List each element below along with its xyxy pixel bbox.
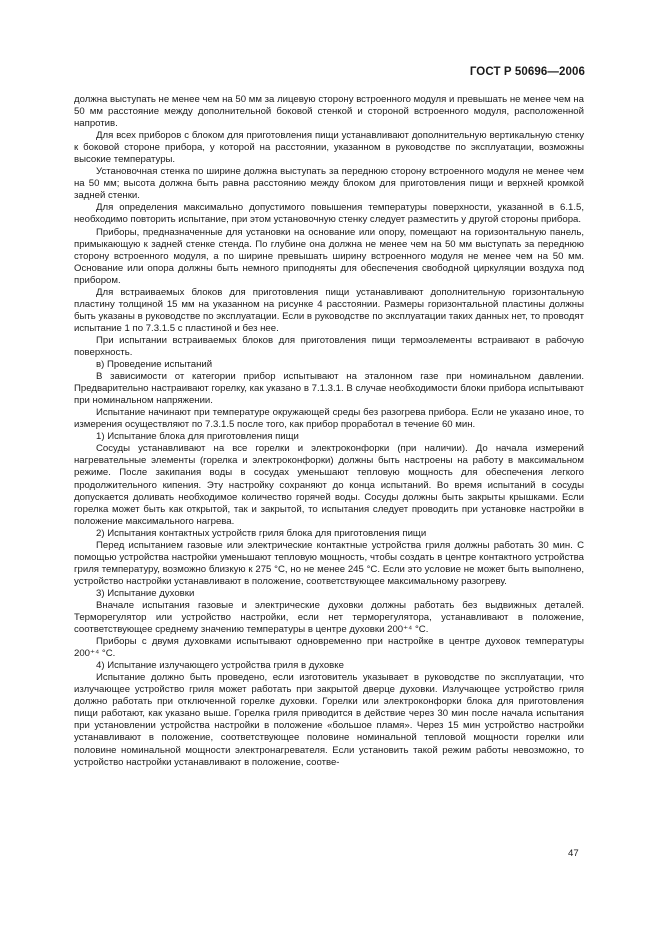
subsection-heading: 2) Испытания контактных устройств гриля блока для приготовления пищи [96, 527, 427, 539]
paragraph: Приборы, предназначенные для установки на основание или опору, помещают на горизонтальную панель, примыкающую к задней стенке стенда. По глубине она должна не менее чем на 50 мм выступать за переднюю сторону встроенного модуля, а по ширине превышать ширину встроенного модуля не менее чем на 50 мм. Основание или опора должны быть немного приподняты для обеспечения свободной циркуляции воздуха под прибором. [74, 226, 584, 286]
section-heading: в) Проведение испытаний [96, 359, 213, 371]
subsection-heading: 4) Испытание излучающего устройства гриля в духовке [96, 660, 344, 672]
paragraph: Вначале испытания газовые и электрические духовки должны работать без выдвижных деталей. Терморегулятор или устройство настройки, если нет терморегулятора, устанавливают в положение, соответствующее среднему значению температуры в центре духовки 200⁺⁴ °С. [74, 599, 584, 636]
body-text [74, 94, 584, 769]
paragraph: Сосуды устанавливают на все горелки и электроконфорки (при наличии). До начала измерений нагревательные элементы (горелка и электроконфорки) должны быть настроены на работу в максимальном режиме. После закипания воды в сосудах уменьшают тепловую мощность для обеспечения легкого продолжительного кипения. Эту настройку сохраняют до конца испытаний. Во время испытаний в сосуды допускается доливать необходимое количество горячей воды. Сосуды должны быть закрыты крышками. Если горелка может быть как открытой, так и закрытой, то испытания следует проводить при установке настройки в положение максимального нагрева. [74, 443, 584, 527]
paragraph: Установочная стенка по ширине должна выступать за переднюю сторону встроенного модуля не менее чем на 50 мм; высота должна быть равна расстоянию между блоком для приготовления пищи и верхней кромкой задней стенки. [74, 166, 584, 202]
paragraph: Для всех приборов с блоком для приготовления пищи устанавливают дополнительную вертикальную стенку к боковой стороне прибора, у которой на расстоянии, указанном в руководстве по эксплуатации, возможны высокие температуры. [74, 130, 584, 166]
subsection-heading: 1) Испытание блока для приготовления пищи [96, 431, 299, 443]
paragraph: должна выступать не менее чем на 50 мм за лицевую сторону встроенного модуля и превышать не менее чем на 50 мм расстояние между дополнительной боковой стенкой и стороной встроенного модуля, расположенной напротив. [74, 94, 584, 130]
paragraph: Испытание должно быть проведено, если изготовитель указывает в руководстве по эксплуатации, что излучающее устройство гриля может работать при закрытой дверце духовки. Излучающее устройство гриля должно работать при отключенной горелке духовки. Горелки или электроконфорки блока для приготовления пищи работают, как указано выше. Горелка гриля приводится в действие через 30 мин после начала испытания при установлении устройства настройки в положение «большое пламя». Через 15 мин устройство настройки устанавливают в положение, соответствующее половине номинальной тепловой мощности горелки или половине номинальной мощности электронагревателя. Если установить такой режим работы невозможно, то устройство настройки устанавливают в положение, соотве- [74, 672, 584, 768]
paragraph: В зависимости от категории прибор испытывают на эталонном газе при номинальном давлении. Предварительно настраивают горелку, как указано в 7.1.3.1. В случае необходимости блоки прибора испытывают при номинальном напряжении. [74, 371, 584, 407]
page-number: 47 [568, 848, 579, 859]
paragraph: Приборы с двумя духовками испытывают одновременно при настройке в центре духовок температуры 200⁺⁴ °С. [74, 636, 584, 660]
paragraph: Перед испытанием газовые или электрические контактные устройства гриля должны работать 30 мин. С помощью устройства настройки уменьшают тепловую мощность, чтобы создать в центре контактного устройства гриля температуру, возможно близкую к 275 °С, но не менее 245 °С. Если это условие не может быть выполнено, устройство настройки устанавливают в положение, соответствующее максимальному разогреву. [74, 539, 584, 587]
standard-header: ГОСТ Р 50696—2006 [469, 66, 585, 78]
paragraph: Испытание начинают при температуре окружающей среды без разогрева прибора. Если не указано иное, то измерения осуществляют по 7.3.1.5 после того, как прибор проработал в течение 60 мин. [74, 407, 584, 431]
paragraph: При испытании встраиваемых блоков для приготовления пищи термоэлементы встраивают в рабочую поверхность. [74, 334, 584, 358]
paragraph: Для определения максимально допустимого повышения температуры поверхности, указанной в 6.1.5, необходимо повторить испытание, при этом установочную стенку следует разместить у другой стороны прибора. [74, 202, 584, 226]
paragraph: Для встраиваемых блоков для приготовления пищи устанавливают дополнительную горизонтальную пластину толщиной 15 мм на указанном на рисунке 4 расстоянии. Размеры горизонтальной пластины должны быть указаны в руководстве по эксплуатации. Если в руководстве по эксплуатации таких данных нет, то проводят испытание 1 по 7.3.1.5 с пластиной и без нее. [74, 286, 584, 334]
subsection-heading: 3) Испытание духовки [96, 587, 195, 599]
